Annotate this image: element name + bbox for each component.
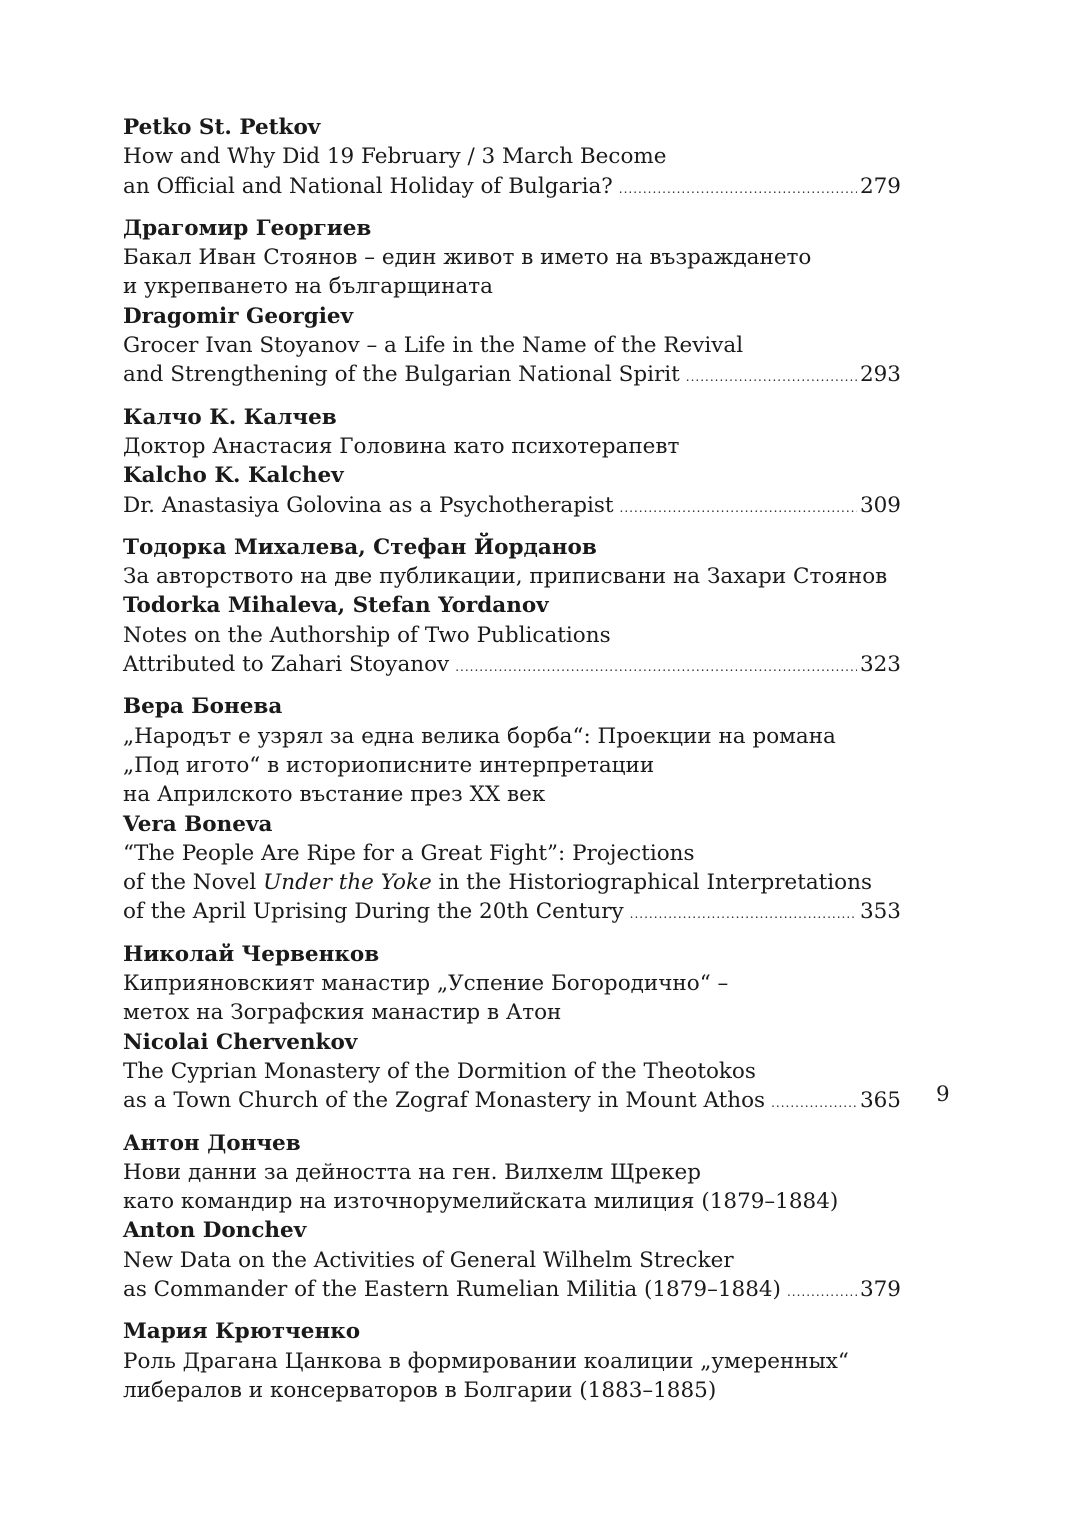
entry-title-line: либералов и консерваторов в Болгарии (1883–1885) bbox=[123, 1377, 717, 1403]
entry-title-text: as Commander of the Eastern Rumelian Militia (1879–1884) bbox=[123, 1276, 781, 1302]
entry-title-line: The Cyprian Monastery of the Dormition of the Theotokos bbox=[123, 1058, 756, 1084]
book-title-italic: Under the Yoke bbox=[263, 870, 432, 896]
dot-leader bbox=[771, 1089, 857, 1118]
entry-title-line: като командир на източнорумелийската милиция (1879–1884) bbox=[123, 1189, 839, 1215]
entry-author: Калчо К. Калчев bbox=[123, 404, 337, 430]
entry-title-text: Dr. Anastasiya Golovina as a Psychotherapist bbox=[123, 492, 614, 518]
entry-author: Anton Donchev bbox=[123, 1218, 307, 1244]
dot-leader bbox=[455, 653, 857, 682]
toc-entry bbox=[123, 1317, 901, 1405]
entry-page-number: 365 bbox=[859, 1088, 901, 1114]
toc-entry bbox=[123, 403, 901, 520]
entry-title-text: as a Town Church of the Zograf Monastery in Mount Athos bbox=[123, 1088, 766, 1114]
entry-page-number: 293 bbox=[859, 362, 901, 388]
entry-author: Вера Бонева bbox=[123, 694, 283, 720]
entry-title-line bbox=[123, 1275, 901, 1304]
entry-title-line: „Под игото“ в историописните интерпретации bbox=[123, 752, 655, 778]
entry-author: Vera Boneva bbox=[123, 811, 273, 837]
entry-page-number: 353 bbox=[859, 899, 901, 925]
toc-entry bbox=[123, 214, 901, 390]
entry-title-text: and Strengthening of the Bulgarian National Spirit bbox=[123, 362, 680, 388]
entry-author: Petko St. Petkov bbox=[123, 115, 321, 140]
entry-title-line: Бакал Иван Стоянов – един живот в името на възраждането bbox=[123, 245, 812, 271]
entry-page-number: 379 bbox=[859, 1276, 901, 1302]
table-of-contents bbox=[123, 113, 901, 1418]
toc-entry bbox=[123, 533, 901, 679]
entry-author: Драгомир Георгиев bbox=[123, 215, 372, 241]
entry-title-line: Нови данни за дейността на ген. Вилхелм Щрекер bbox=[123, 1159, 702, 1185]
entry-author: Dragomir Georgiev bbox=[123, 303, 354, 329]
entry-title-line: Роль Драгана Цанкова в формировании коалиции „умеренных“ bbox=[123, 1348, 849, 1374]
entry-title-line: Киприяновският манастир „Успение Богородично“ – bbox=[123, 971, 729, 997]
toc-entry bbox=[123, 940, 901, 1116]
entry-author: Тодорка Михалева, Стефан Йорданов bbox=[123, 534, 597, 560]
entry-page-number: 323 bbox=[859, 652, 901, 678]
entry-title-text: an Official and National Holiday of Bulgaria? bbox=[123, 173, 613, 199]
entry-title-line: of the Novel Under the Yoke in the Historiographical Interpretations bbox=[123, 870, 873, 896]
entry-title-line bbox=[123, 1086, 901, 1115]
entry-title-line bbox=[123, 650, 901, 679]
entry-title-line: За авторството на две публикации, приписвани на Захари Стоянов bbox=[123, 564, 888, 590]
entry-title-line bbox=[123, 491, 901, 520]
toc-entry bbox=[123, 1129, 901, 1305]
entry-page-number: 279 bbox=[859, 173, 901, 199]
entry-page-number: 309 bbox=[859, 492, 901, 518]
entry-title-line: New Data on the Activities of General Wilhelm Strecker bbox=[123, 1247, 734, 1273]
entry-author: Николай Червенков bbox=[123, 941, 380, 967]
entry-title-line: „Народът е узрял за една велика борба“: Проекции на романа bbox=[123, 723, 836, 749]
entry-title-line: и укрепването на българщината bbox=[123, 274, 494, 300]
entry-title-text: of the April Uprising During the 20th Century bbox=[123, 899, 624, 925]
entry-title-line bbox=[123, 360, 901, 389]
dot-leader bbox=[619, 175, 857, 204]
entry-author: Todorka Mihaleva, Stefan Yordanov bbox=[123, 593, 549, 619]
entry-author: Антон Дончев bbox=[123, 1130, 301, 1156]
dot-leader bbox=[620, 494, 857, 523]
dot-leader bbox=[787, 1278, 857, 1307]
page-number: 9 bbox=[936, 1082, 950, 1107]
entry-author: Nicolai Chervenkov bbox=[123, 1029, 358, 1055]
entry-title-line bbox=[123, 897, 901, 926]
toc-entry bbox=[123, 692, 901, 926]
entry-title-line: “The People Are Ripe for a Great Fight”: Projections bbox=[123, 840, 695, 866]
entry-title-text: Attributed to Zahari Stoyanov bbox=[123, 652, 450, 678]
entry-title-line: Доктор Анастасия Головина като психотерапевт bbox=[123, 433, 680, 459]
entry-title-line: Notes on the Authorship of Two Publications bbox=[123, 622, 611, 648]
entry-author: Мария Крютченко bbox=[123, 1319, 361, 1345]
entry-title-line: метох на Зографския манастир в Атон bbox=[123, 1000, 562, 1026]
entry-title-line: How and Why Did 19 February / 3 March Become bbox=[123, 144, 667, 170]
entry-title-line: на Априлското въстание през XX век bbox=[123, 782, 546, 808]
toc-entry bbox=[123, 113, 901, 201]
dot-leader bbox=[686, 363, 857, 392]
entry-title-line: Grocer Ivan Stoyanov – a Life in the Name of the Revival bbox=[123, 333, 744, 359]
entry-title-line bbox=[123, 172, 901, 201]
dot-leader bbox=[630, 900, 857, 929]
entry-author: Kalcho K. Kalchev bbox=[123, 463, 344, 489]
